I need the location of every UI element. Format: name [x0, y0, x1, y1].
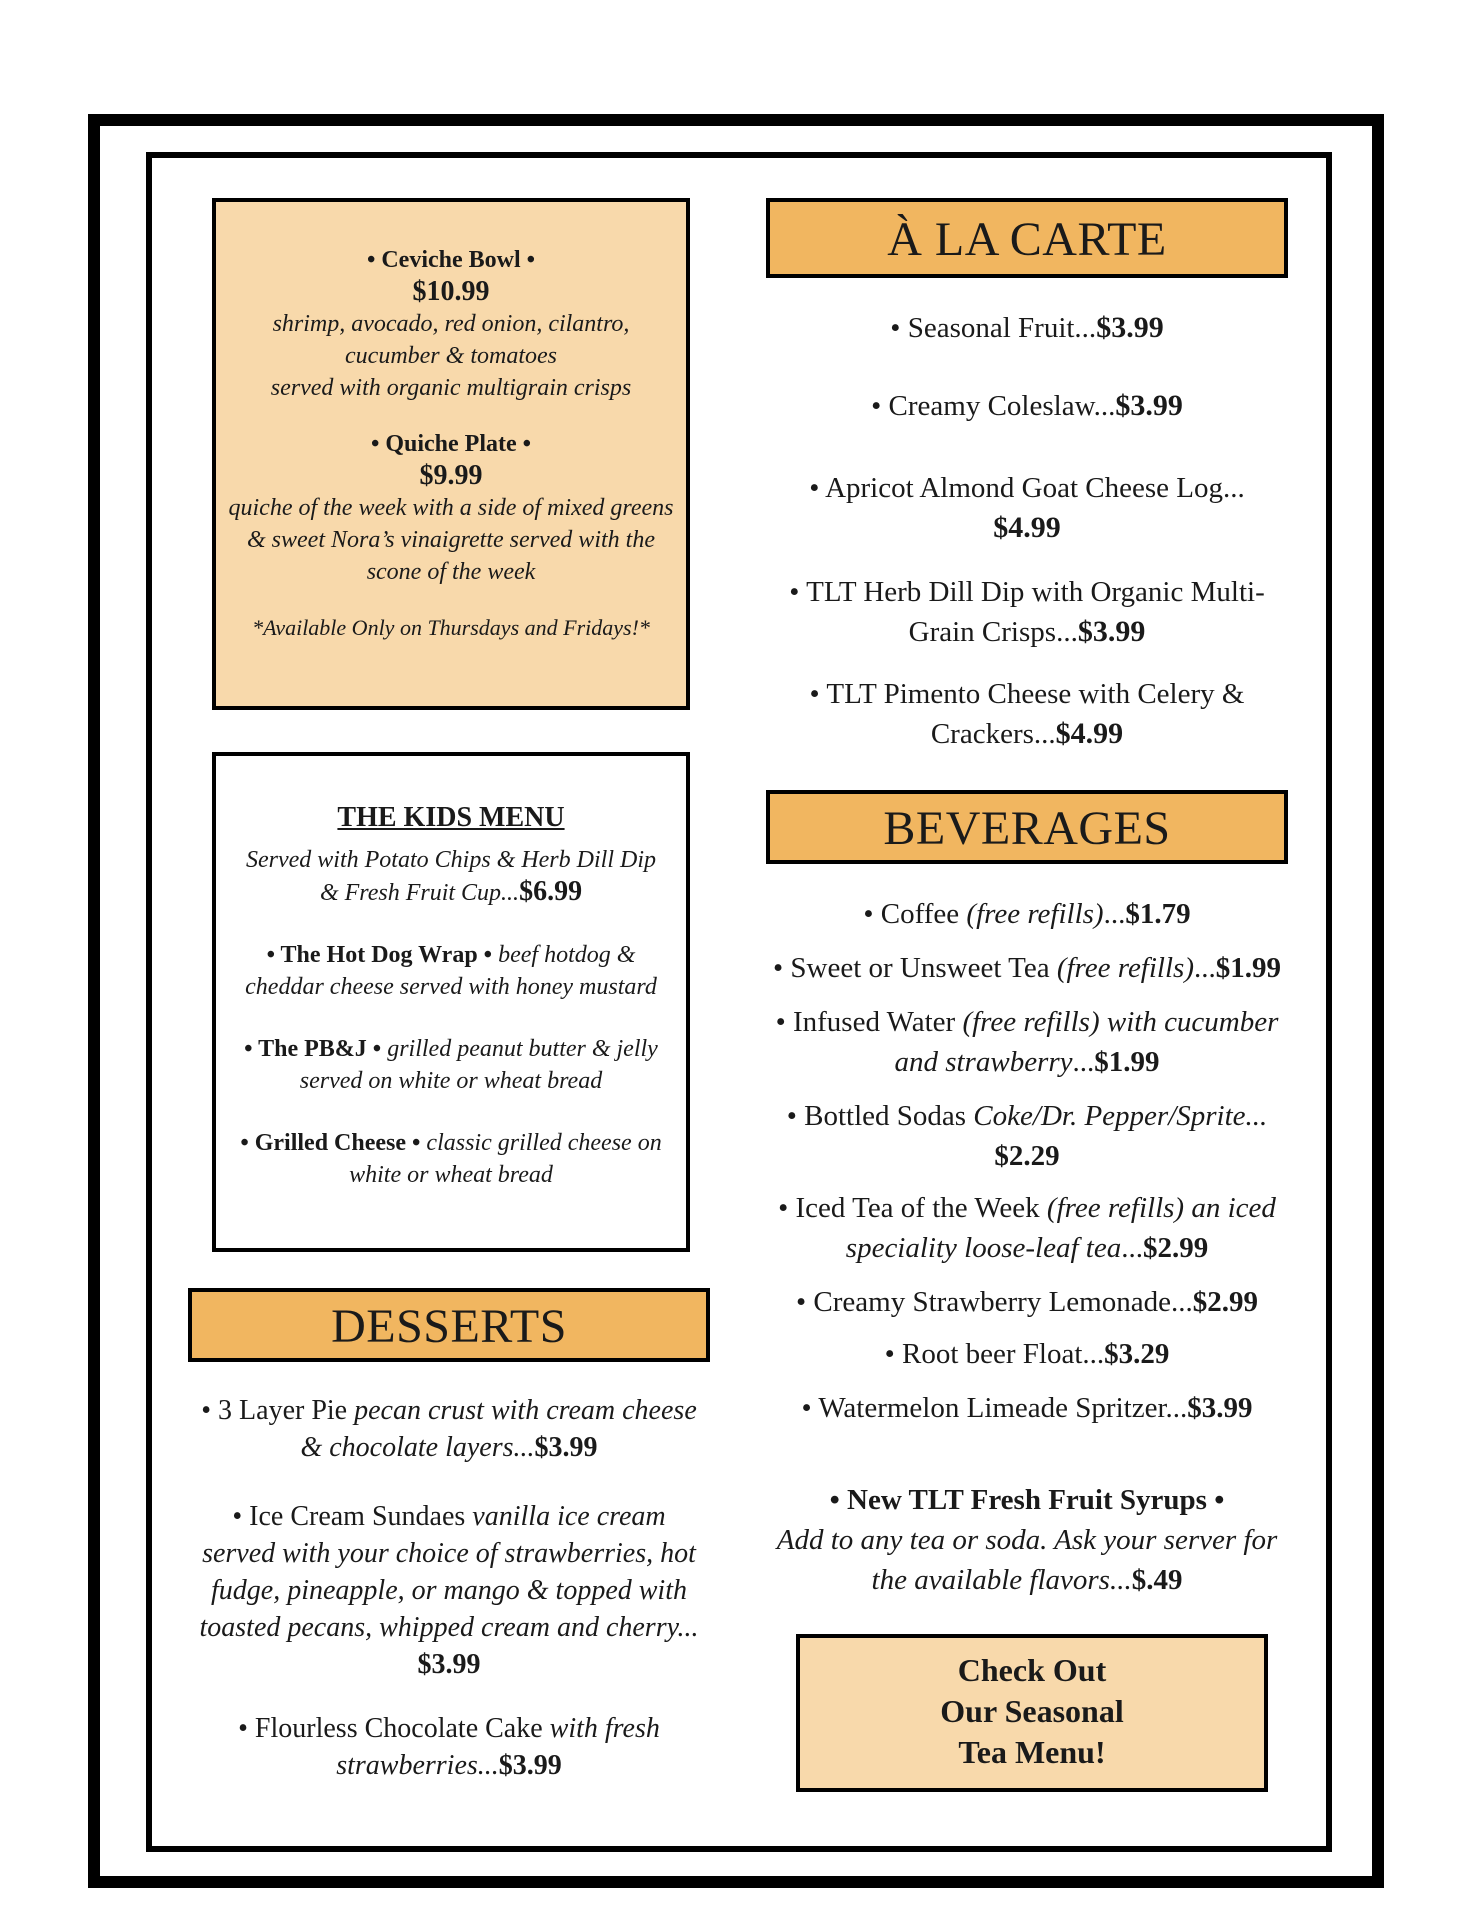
kids-item-pbj [234, 1033, 668, 1097]
seasonal-line-1: Check Out [957, 1652, 1107, 1688]
beverage-name: • Iced Tea of the Week [778, 1192, 1047, 1224]
a-la-carte-item-name: • TLT Herb Dill Dip with Organic Multi- [789, 576, 1265, 608]
a-la-carte-item-pimento-cheese [766, 674, 1288, 754]
dessert-price: $3.99 [417, 1649, 481, 1680]
kids-menu-intro-text: & Fresh Fruit Cup... [319, 880, 520, 906]
kids-item-desc: grilled peanut butter & jelly [381, 1036, 658, 1062]
beverage-item-root-beer-float [766, 1334, 1288, 1374]
quiche-plate-desc-line-3: scone of the week [366, 559, 536, 585]
kids-item-grilled-cheese [234, 1127, 668, 1191]
beverage-line [766, 1042, 1288, 1082]
dessert-name: • Ice Cream Sundaes [232, 1501, 466, 1532]
beverage-name: • Root beer Float... [884, 1338, 1105, 1370]
beverage-ellipsis: ... [1103, 898, 1126, 930]
beverage-name: • Coffee [863, 898, 967, 930]
beverage-price: $1.99 [1094, 1046, 1160, 1078]
a-la-carte-item-name: • Creamy Coleslaw... [871, 390, 1116, 422]
beverage-note: (free refills) [966, 898, 1104, 930]
a-la-carte-item-price: $3.99 [1096, 311, 1164, 344]
dessert-desc: vanilla ice cream [465, 1501, 666, 1532]
beverage-price: $3.29 [1104, 1338, 1170, 1370]
beverage-price: $1.99 [1215, 952, 1281, 984]
ceviche-bowl-price: $10.99 [412, 276, 490, 307]
beverage-price: $2.29 [994, 1140, 1060, 1172]
kids-menu-price: $6.99 [519, 876, 583, 907]
dessert-item-3-layer-pie [194, 1392, 704, 1466]
dessert-name: • 3 Layer Pie [201, 1395, 348, 1426]
fruit-syrups-desc-line-2 [766, 1560, 1288, 1600]
beverage-item-strawberry-lemonade [766, 1282, 1288, 1322]
fruit-syrups-desc: the available flavors... [871, 1564, 1132, 1596]
dessert-line [194, 1747, 704, 1784]
kids-item-name: • The PB&J • [244, 1036, 382, 1062]
dessert-desc: & chocolate layers... [300, 1432, 535, 1463]
kids-item-desc-line-2: cheddar cheese served with honey mustard [245, 974, 657, 1000]
kids-item-desc-line-2: served on white or wheat bread [299, 1068, 603, 1094]
beverage-name: • Sweet or Unsweet Tea [773, 952, 1057, 984]
beverage-price: $3.99 [1187, 1392, 1253, 1424]
kids-item-name: • Grilled Cheese • [240, 1130, 421, 1156]
a-la-carte-item-creamy-coleslaw [766, 386, 1288, 426]
ceviche-bowl-desc-line-3: served with organic multigrain crisps [270, 375, 632, 401]
a-la-carte-item-price: $3.99 [1115, 389, 1183, 422]
beverage-ellipsis: ... [1121, 1232, 1143, 1264]
beverage-item-bottled-sodas [766, 1096, 1288, 1176]
seasonal-line-2: Our Seasonal [940, 1693, 1124, 1729]
beverage-ellipsis: ... [1072, 1046, 1095, 1078]
dessert-line [194, 1392, 704, 1429]
beverage-item-iced-tea-of-week [766, 1188, 1288, 1268]
a-la-carte-item-price: $4.99 [993, 511, 1061, 544]
dessert-desc: strawberries... [336, 1750, 499, 1781]
dessert-line [194, 1498, 704, 1535]
beverage-note: (free refills) with cucumber [962, 1006, 1279, 1038]
dessert-line [194, 1710, 704, 1747]
beverage-line [766, 1228, 1288, 1268]
beverage-name: • Infused Water [775, 1006, 963, 1038]
fruit-syrups-block [766, 1480, 1288, 1600]
dessert-item-ice-cream-sundaes [194, 1498, 704, 1683]
a-la-carte-item-name: • Seasonal Fruit... [890, 312, 1097, 344]
kids-menu-title: THE KIDS MENU [337, 802, 565, 833]
a-la-carte-item-name: • Apricot Almond Goat Cheese Log... [809, 472, 1245, 504]
kids-menu-intro [234, 844, 668, 909]
seasonal-tea-menu-box [796, 1634, 1268, 1792]
beverage-price: $2.99 [1142, 1232, 1209, 1264]
fruit-syrups-title: • New TLT Fresh Fruit Syrups • [829, 1484, 1225, 1516]
beverage-item-coffee [766, 894, 1288, 934]
kids-item-line [234, 1033, 668, 1065]
kids-item-line [234, 1127, 668, 1159]
beverage-note: Coke/Dr. Pepper/Sprite... [973, 1100, 1268, 1132]
a-la-carte-item-name: Crackers... [930, 718, 1056, 750]
beverage-name: • Watermelon Limeade Spritzer... [801, 1392, 1188, 1424]
a-la-carte-item-goat-cheese-log [766, 468, 1288, 548]
dessert-desc-line: served with your choice of strawberries, hot [202, 1538, 696, 1569]
dessert-desc-line: toasted pecans, whipped cream and cherry... [199, 1612, 699, 1643]
beverage-note: speciality loose-leaf tea [845, 1232, 1122, 1264]
dessert-price: $3.99 [534, 1432, 598, 1463]
a-la-carte-item-name: • TLT Pimento Cheese with Celery & [809, 678, 1245, 710]
desserts-banner: DESSERTS [188, 1288, 710, 1362]
kids-menu-intro-line-1: Served with Potato Chips & Herb Dill Dip [246, 847, 656, 873]
beverages-banner: BEVERAGES [766, 790, 1288, 864]
beverage-note: (free refills) an iced [1046, 1192, 1276, 1224]
beverage-item-watermelon-spritzer [766, 1388, 1288, 1428]
beverage-ellipsis: ... [1193, 952, 1216, 984]
kids-item-desc-line-2: white or wheat bread [349, 1162, 553, 1188]
a-la-carte-item-price: $4.99 [1055, 717, 1124, 750]
kids-item-desc: classic grilled cheese on [420, 1130, 662, 1156]
a-la-carte-item-line [766, 714, 1288, 754]
kids-item-name: • The Hot Dog Wrap • [266, 942, 493, 968]
beverage-note: and strawberry [894, 1046, 1073, 1078]
quiche-plate-price: $9.99 [419, 460, 483, 491]
quiche-plate-desc-line-1: quiche of the week with a side of mixed greens [228, 495, 674, 521]
dessert-desc: pecan crust with cream cheese [347, 1395, 697, 1426]
dessert-price: $3.99 [498, 1750, 562, 1781]
beverage-name: • Creamy Strawberry Lemonade... [796, 1286, 1193, 1318]
quiche-plate-desc-line-2: & sweet Nora’s vinaigrette served with the [247, 527, 655, 553]
dessert-item-flourless-chocolate-cake [194, 1710, 704, 1784]
beverage-item-tea [766, 948, 1288, 988]
beverage-price: $2.99 [1192, 1286, 1258, 1318]
beverage-note: (free refills) [1056, 952, 1194, 984]
ceviche-bowl-desc-line-2: cucumber & tomatoes [345, 343, 557, 369]
kids-item-hot-dog-wrap [234, 939, 668, 1003]
beverage-item-infused-water [766, 1002, 1288, 1082]
a-la-carte-banner: À LA CARTE [766, 198, 1288, 278]
a-la-carte-item-herb-dill-dip [766, 572, 1288, 652]
fruit-syrups-desc-line-1: Add to any tea or soda. Ask your server for [776, 1524, 1278, 1556]
seasonal-line-3: Tea Menu! [958, 1734, 1106, 1770]
dessert-line [194, 1429, 704, 1466]
beverage-line [766, 1096, 1288, 1136]
a-la-carte-item-name: Grain Crisps... [908, 616, 1078, 648]
beverage-line [766, 1002, 1288, 1042]
quiche-plate-name: • Quiche Plate • [370, 431, 532, 457]
kids-menu-box [212, 752, 690, 1252]
availability-note: *Available Only on Thursdays and Fridays!* [252, 615, 650, 640]
a-la-carte-item-line [766, 612, 1288, 652]
a-la-carte-item-price: $3.99 [1077, 615, 1146, 648]
ceviche-bowl-desc-line-1: shrimp, avocado, red onion, cilantro, [272, 311, 630, 337]
beverage-name: • Bottled Sodas [786, 1100, 974, 1132]
kids-item-line [234, 939, 668, 971]
beverage-line [766, 1188, 1288, 1228]
beverage-price: $1.79 [1125, 898, 1191, 930]
ceviche-bowl-name: • Ceviche Bowl • [366, 247, 536, 273]
dessert-desc-line: fudge, pineapple, or mango & topped with [211, 1575, 687, 1606]
kids-item-desc: beef hotdog & [492, 942, 636, 968]
featured-specials-box [212, 198, 690, 710]
kids-menu-intro-line-2 [234, 876, 668, 909]
dessert-name: • Flourless Chocolate Cake [238, 1713, 543, 1744]
ceviche-bowl-item [216, 244, 686, 404]
quiche-plate-item [216, 428, 686, 588]
dessert-desc: with fresh [542, 1713, 660, 1744]
fruit-syrups-price: $.49 [1131, 1564, 1183, 1596]
a-la-carte-item-seasonal-fruit [766, 308, 1288, 348]
